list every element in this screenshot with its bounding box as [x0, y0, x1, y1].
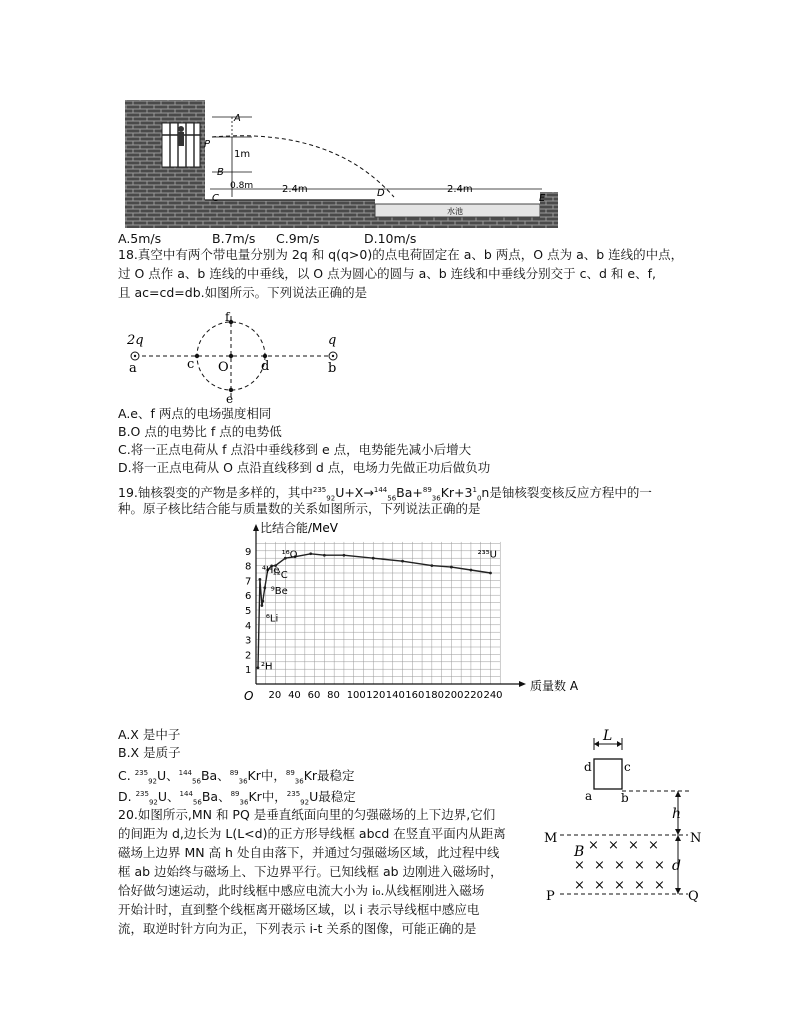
label-Q: Q	[688, 889, 699, 904]
field-cross: ×	[654, 878, 665, 893]
q18-option-a: A.e、f 两点的电场强度相同	[118, 406, 272, 421]
q19-stem-b: 是铀核裂变核反应方程中的一	[489, 485, 652, 501]
q18-stem-line1: 18.真空中有两个带电量分别为 2q 和 q(q>0)的点电荷固定在 a、b 两点，O 点为 a、b 连线的中点，	[118, 247, 684, 262]
label-e: e	[226, 392, 234, 406]
label-c: c	[187, 357, 195, 372]
label-P: P	[204, 139, 211, 150]
q20-line1: 20.如图所示,MN 和 PQ 是垂直纸面向里的匀强磁场的上下边界,它们	[118, 807, 496, 822]
label-2q: 2q	[127, 333, 144, 348]
y-tick-label: 4	[245, 620, 252, 632]
label-b-corner: b	[621, 791, 629, 805]
q18-option-d: D.将一正点电荷从 O 点沿直线移到 d 点，电场力先做正功后做负功	[118, 460, 491, 475]
label-f: f	[225, 310, 230, 324]
label-2.4m-a: 2.4m	[282, 184, 308, 195]
x-tick-label: 240	[483, 690, 503, 701]
label-c-corner: c	[624, 760, 631, 774]
pool-label: 水池	[447, 207, 463, 216]
data-point	[343, 554, 346, 557]
q20-line2: 的间距为 d,边长为 L(L<d)的正方形导线框 abcd 在竖直平面内从距离	[118, 826, 506, 841]
label-d: d	[261, 359, 270, 374]
q18-stem-line2: 过 O 点作 a、b 连线的中垂线，以 O 点为圆心的圆与 a、b 连线和中垂线分别交于 c、d 和 e、f,	[118, 266, 656, 281]
field-cross: ×	[588, 838, 599, 853]
field-cross: ×	[634, 858, 645, 873]
x-tick-label: 40	[288, 690, 301, 701]
field-cross: ×	[614, 878, 625, 893]
label-0.8m: 0.8m	[230, 181, 254, 191]
annotation-label: ¹⁶O	[281, 549, 298, 561]
label-D: D	[377, 188, 385, 199]
x-tick-label: 20	[268, 690, 282, 701]
x-tick-label: 200	[444, 690, 464, 701]
x-tick-label: 160	[405, 690, 425, 701]
data-point	[470, 569, 473, 572]
charge-circle-figure	[115, 310, 355, 405]
y-tick-label: 5	[245, 606, 252, 617]
data-point	[430, 564, 433, 567]
y-tick-label: 9	[245, 546, 252, 558]
data-point	[323, 554, 326, 557]
label-a-corner: a	[585, 789, 593, 803]
q17-option-b: B.7m/s	[212, 231, 256, 246]
label-d-corner: d	[584, 760, 592, 774]
field-cross: ×	[574, 878, 585, 893]
label-P: P	[546, 889, 555, 904]
q20-line5: 恰好做匀速运动，此时线框中感应电流大小为 i₀.从线框刚进入磁场	[118, 883, 485, 898]
q18-option-b: B.O 点的电势比 f 点的电势低	[118, 424, 282, 439]
label-q: q	[328, 333, 337, 348]
q18-option-c: C.将一正点电荷从 f 点沿中垂线移到 e 点，电势能先减小后增大	[118, 442, 472, 457]
x-tick-label: 220	[463, 690, 484, 701]
q20-line6: 开始计时，直到整个线框离开磁场区域，以 i 表示导线框中感应电	[118, 902, 480, 917]
field-cross: ×	[628, 838, 639, 853]
field-cross: ×	[594, 878, 605, 893]
field-cross: ×	[614, 858, 625, 873]
ground-left	[205, 200, 375, 228]
data-point	[309, 552, 312, 555]
label-a: a	[129, 361, 137, 376]
q19-stem-line2: 种。原子核比结合能与质量数的关系如图所示，下列说法正确的是	[118, 501, 481, 516]
label-1m: 1m	[234, 149, 251, 160]
annotation-label: ¹²C	[272, 570, 288, 582]
q19-option-a: A.X 是中子	[118, 727, 181, 742]
annotation-label: ²H	[260, 661, 273, 673]
x-tick-label: 120	[366, 690, 386, 701]
q17-option-a: A.5m/s	[118, 231, 162, 246]
field-cross: ×	[648, 838, 659, 853]
field-cross: ×	[634, 878, 645, 893]
data-point	[260, 604, 263, 607]
label-M: M	[544, 831, 558, 846]
y-tick-label: 7	[245, 576, 252, 588]
y-tick-label: 3	[245, 635, 252, 647]
y-tick-label: 6	[245, 591, 252, 603]
annotation-label: ⁴He	[261, 564, 280, 576]
field-cross: ×	[594, 858, 605, 873]
label-N: N	[690, 831, 702, 846]
y-tick-label: 1	[245, 665, 252, 677]
data-point	[401, 560, 404, 563]
y-tick-label: 2	[245, 650, 252, 662]
y-axis-arrow	[253, 524, 259, 531]
field-cross: ×	[654, 858, 665, 873]
square-frame	[594, 759, 622, 789]
nuclear-equation: $^{235}_{92}U+X\to^{144}_{56}Ba+^{89}_{36}Kr+3^1_0n$	[312, 485, 490, 503]
field-cross: ×	[608, 838, 619, 853]
label-B: B	[217, 167, 224, 178]
q20-line4: 框 ab 边始终与磁场上、下边界平行。已知线框 ab 边刚进入磁场时，	[118, 864, 503, 879]
data-point	[259, 578, 262, 581]
data-point	[489, 572, 492, 575]
x-tick-label: 100	[346, 690, 366, 701]
label-b: b	[328, 361, 337, 376]
label-2.4m-b: 2.4m	[447, 184, 473, 195]
x-tick-label: 60	[307, 690, 321, 701]
x-tick-label: 80	[327, 690, 340, 701]
q20-line7: 流，取逆时针方向为正，下列表示 i-t 关系的图像，可能正确的是	[118, 921, 477, 936]
well-pool-figure	[122, 97, 562, 232]
annotation-label: ⁹Be	[270, 585, 288, 597]
label-O: O	[218, 360, 229, 375]
annotation-label: ⁶Li	[265, 613, 279, 625]
q17-option-d: D.10m/s	[364, 231, 417, 246]
q17-option-c: C.9m/s	[276, 231, 320, 246]
q19-stem-a: 19.铀核裂变的产物是多样的，其中	[118, 485, 313, 501]
field-cross: ×	[574, 858, 585, 873]
label-L: L	[603, 728, 613, 744]
q19-option-d: D. $^{235}_{92}$U、$^{144}_{56}$Ba、$^{89}_{36}$Kr中，$^{235}_{92}$U最稳定	[118, 789, 356, 807]
label-C: C	[212, 193, 219, 204]
magnetic-field-figure	[538, 728, 702, 910]
origin-label: O	[244, 689, 254, 703]
binding-energy-curve	[258, 554, 491, 668]
label-A: A	[234, 113, 241, 124]
q18-stem-line3: 且 ac=cd=db.如图所示。下列说法正确的是	[118, 285, 368, 300]
y-axis-label: 比结合能/MeV	[260, 521, 338, 535]
annotation-label: ²³⁵U	[477, 549, 497, 561]
label-d-gap: d	[672, 858, 681, 874]
q19-option-c: C. $^{235}_{92}$U、$^{144}_{56}$Ba、$^{89}_{36}$Kr中，$^{89}_{36}$Kr最稳定	[118, 768, 355, 786]
data-point	[263, 586, 266, 589]
binding-energy-chart	[228, 518, 579, 714]
q19-option-b: B.X 是质子	[118, 745, 181, 760]
label-B: B	[574, 844, 585, 860]
x-axis-label: 质量数 A	[530, 679, 579, 693]
data-point	[257, 666, 260, 669]
y-tick-label: 8	[245, 561, 252, 573]
data-point	[450, 566, 453, 569]
data-point	[261, 600, 264, 603]
x-tick-label: 180	[424, 690, 444, 701]
x-tick-label: 140	[385, 690, 405, 701]
q20-line3: 磁场上边界 MN 高 h 处自由落下，并通过匀强磁场区域，此过程中线	[118, 845, 500, 860]
label-h: h	[672, 806, 682, 822]
data-point	[372, 557, 375, 560]
label-E: E	[539, 193, 546, 204]
x-axis-arrow	[519, 681, 526, 687]
